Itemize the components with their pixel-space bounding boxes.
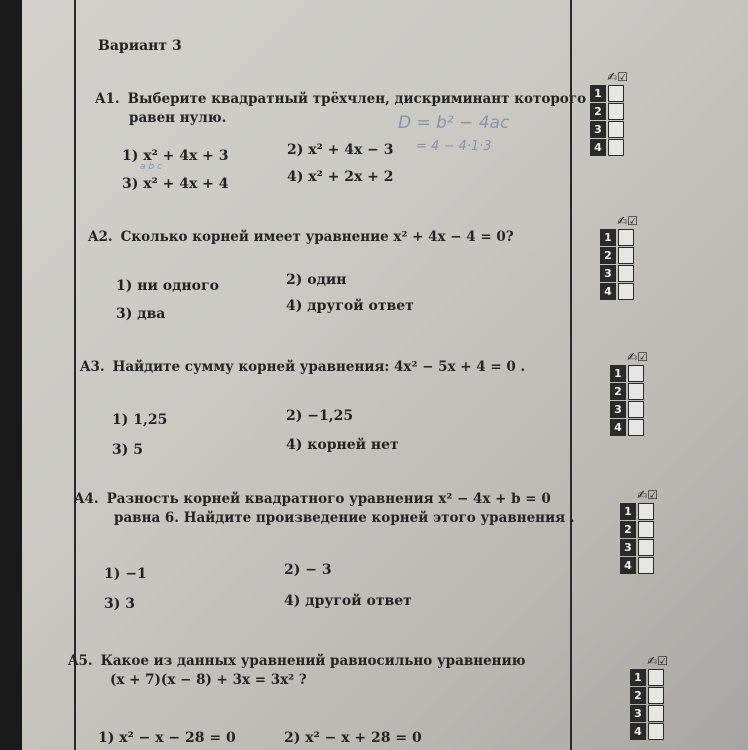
answer-row: [620, 521, 658, 538]
option-a2-4: 4) другой ответ: [286, 298, 414, 314]
option-a3-1: 1) 1,25: [112, 412, 168, 428]
question-a2: [88, 228, 514, 247]
question-text-line: равен нулю.: [129, 110, 227, 126]
answer-number: 1: [600, 229, 616, 246]
option-a4-1: 1) −1: [104, 566, 147, 582]
option-a2-2: 2) один: [286, 272, 347, 288]
option-a5-1: 1) x² − x − 28 = 0: [98, 730, 236, 746]
answer-box-a3: [610, 350, 648, 436]
option-a3-4: 4) корней нет: [286, 437, 399, 453]
answer-checkbox[interactable]: [638, 503, 654, 520]
question-number: A2.: [88, 229, 113, 245]
answer-number: 1: [620, 503, 636, 520]
answer-checkbox[interactable]: [608, 85, 624, 102]
answer-number: 3: [590, 121, 606, 138]
answer-number: 4: [620, 557, 636, 574]
answer-row: [610, 365, 648, 382]
question-a5: [68, 652, 525, 690]
answer-row: [620, 503, 658, 520]
question-number: A3.: [80, 359, 105, 375]
answer-checkbox[interactable]: [628, 419, 644, 436]
answer-number: 2: [600, 247, 616, 264]
answer-number: 2: [590, 103, 606, 120]
answer-checkbox[interactable]: [638, 557, 654, 574]
answer-checkbox[interactable]: [608, 139, 624, 156]
pencil-check-icon: ✍☑: [627, 350, 648, 364]
option-a1-4: 4) x² + 2x + 2: [287, 169, 394, 185]
pencil-check-icon: ✍☑: [647, 654, 668, 668]
question-a3: [80, 358, 525, 377]
question-text-line: Какое из данных уравнений равносильно уравнению: [100, 653, 526, 669]
answer-number: 3: [610, 401, 626, 418]
answer-checkbox[interactable]: [648, 669, 664, 686]
answer-number: 2: [630, 687, 646, 704]
option-a4-4: 4) другой ответ: [284, 593, 412, 609]
question-number: A4.: [74, 491, 99, 507]
option-a3-3: 3) 5: [112, 442, 143, 458]
question-text-line: Найдите сумму корней уравнения: 4x² − 5x + 4 = 0 .: [112, 359, 526, 375]
answer-checkbox[interactable]: [628, 365, 644, 382]
answer-checkbox[interactable]: [608, 103, 624, 120]
answer-row: [600, 283, 638, 300]
answer-row: [590, 85, 628, 102]
answer-row: [630, 669, 668, 686]
answer-row: [590, 121, 628, 138]
answer-row: [600, 229, 638, 246]
answer-checkbox[interactable]: [618, 229, 634, 246]
answer-row: [590, 139, 628, 156]
answer-number: 2: [610, 383, 626, 400]
variant-title: Вариант 3: [98, 38, 182, 54]
question-number: A5.: [68, 653, 93, 669]
answer-row: [610, 419, 648, 436]
answer-checkbox[interactable]: [628, 383, 644, 400]
answer-checkbox[interactable]: [648, 705, 664, 722]
option-a1-3: 3) x² + 4x + 4: [122, 176, 229, 192]
answer-checkbox[interactable]: [618, 283, 634, 300]
answer-checkbox[interactable]: [618, 247, 634, 264]
answer-checkbox[interactable]: [628, 401, 644, 418]
question-a1: [95, 90, 586, 128]
option-a1-2: 2) x² + 4x − 3: [287, 142, 394, 158]
option-a2-1: 1) ни одного: [116, 278, 219, 294]
answer-checkbox[interactable]: [648, 687, 664, 704]
answer-row: [620, 539, 658, 556]
question-text-line: (x + 7)(x − 8) + 3x = 3x² ?: [110, 672, 307, 688]
answer-number: 3: [620, 539, 636, 556]
answer-number: 2: [620, 521, 636, 538]
handwritten-line: = 4 − 4·1·3: [416, 139, 492, 154]
handwritten-line: D = b² − 4ac: [398, 113, 510, 133]
answer-row: [590, 103, 628, 120]
answer-checkbox[interactable]: [638, 521, 654, 538]
answer-checkbox[interactable]: [608, 121, 624, 138]
answer-box-a5: [630, 654, 668, 740]
pencil-check-icon: ✍☑: [607, 70, 628, 84]
answer-number: 1: [610, 365, 626, 382]
answer-box-a4: [620, 488, 658, 574]
question-number: A1.: [95, 91, 120, 107]
answer-box-a2: [600, 214, 638, 300]
question-text-line: Разность корней квадратного уравнения x² − 4x + b = 0: [106, 491, 551, 507]
option-a2-3: 3) два: [116, 306, 166, 322]
answer-number: 1: [590, 85, 606, 102]
option-a4-2: 2) − 3: [284, 562, 332, 578]
answer-row: [610, 401, 648, 418]
answer-checkbox[interactable]: [648, 723, 664, 740]
option-a1-1: 1) x² + 4x + 3: [122, 148, 229, 164]
answer-row: [620, 557, 658, 574]
answer-checkbox[interactable]: [638, 539, 654, 556]
option-a4-3: 3) 3: [104, 596, 135, 612]
answer-row: [610, 383, 648, 400]
question-text-line: равна 6. Найдите произведение корней этого уравнения .: [114, 510, 575, 526]
option-a5-2: 2) x² − x + 28 = 0: [284, 730, 422, 746]
handwritten-note: [398, 112, 509, 158]
answer-box-a1: [590, 70, 628, 156]
answer-number: 1: [630, 669, 646, 686]
answer-number: 3: [630, 705, 646, 722]
answer-number: 3: [600, 265, 616, 282]
answer-row: [630, 687, 668, 704]
answer-row: [630, 705, 668, 722]
pencil-check-icon: ✍☑: [617, 214, 638, 228]
answer-row: [600, 265, 638, 282]
answer-number: 4: [600, 283, 616, 300]
question-text-line: Сколько корней имеет уравнение x² + 4x − 4 = 0?: [120, 229, 514, 245]
question-text-line: Выберите квадратный трёхчлен, дискриминант которого: [127, 91, 587, 107]
answer-number: 4: [590, 139, 606, 156]
answer-number: 4: [610, 419, 626, 436]
handwritten-letters: a b c: [140, 162, 162, 172]
answer-row: [630, 723, 668, 740]
pencil-check-icon: ✍☑: [637, 488, 658, 502]
option-a3-2: 2) −1,25: [286, 408, 354, 424]
answer-checkbox[interactable]: [618, 265, 634, 282]
question-a4: [74, 490, 574, 528]
answer-row: [600, 247, 638, 264]
answer-number: 4: [630, 723, 646, 740]
left-margin-line: [74, 0, 76, 750]
